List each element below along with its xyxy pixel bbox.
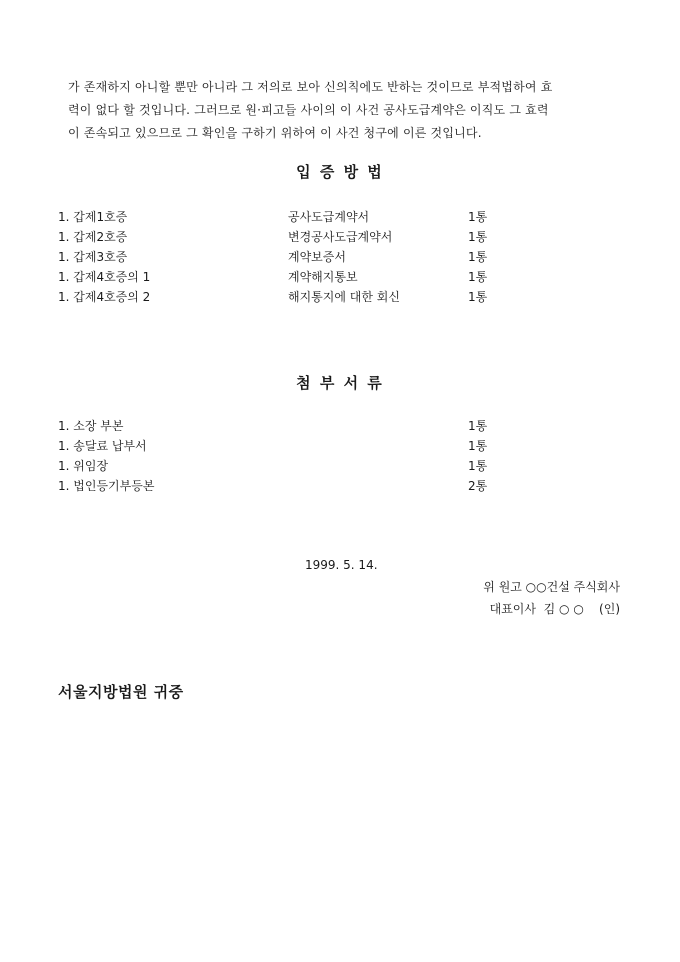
- evidence-count: 1통: [468, 250, 488, 264]
- evidence-name: 계약보증서: [288, 250, 346, 264]
- body-line: 력이 없다 할 것입니다. 그러므로 원·피고들 사이의 이 사건 공사도급계약은 이직도 그 효력: [68, 103, 549, 117]
- evidence-name: 계약해지통보: [288, 270, 358, 284]
- attachment-count: 1통: [468, 439, 488, 453]
- attachment-count: 1통: [468, 419, 488, 433]
- evidence-row: [58, 287, 578, 307]
- evidence-number: 1. 갑제3호증: [58, 250, 128, 264]
- attachment-row: [58, 436, 578, 456]
- attachment-name: 1. 법인등기부등본: [58, 479, 155, 493]
- court-addressee: 서울지방법원 귀중: [58, 683, 184, 701]
- evidence-number: 1. 갑제1호증: [58, 210, 128, 224]
- attachment-row: [58, 476, 578, 496]
- evidence-row: [58, 207, 578, 227]
- body-line: 이 존속되고 있으므로 그 확인을 구하기 위하여 이 사건 청구에 이른 것입니다.: [68, 126, 482, 140]
- evidence-count: 1통: [468, 230, 488, 244]
- evidence-name: 변경공사도급계약서: [288, 230, 393, 244]
- attachments-title: 첨 부 서 류: [296, 374, 384, 392]
- evidence-row: [58, 267, 578, 287]
- body-line: 가 존재하지 아니할 뿐만 아니라 그 저의로 보아 신의칙에도 반하는 것이므로 부적법하여 효: [68, 80, 553, 94]
- evidence-list: [58, 207, 578, 307]
- attachment-name: 1. 소장 부본: [58, 419, 124, 433]
- attachment-row: [58, 416, 578, 436]
- signature-representative: 대표이사 김 ○ ○ (인): [489, 602, 620, 616]
- attachments-list: [58, 416, 578, 496]
- attachment-name: 1. 위임장: [58, 459, 109, 473]
- attachment-name: 1. 송달료 납부서: [58, 439, 147, 453]
- evidence-number: 1. 갑제4호증의 1: [58, 270, 151, 284]
- evidence-count: 1통: [468, 270, 488, 284]
- evidence-count: 1통: [468, 210, 488, 224]
- attachment-row: [58, 456, 578, 476]
- document-date: 1999. 5. 14.: [305, 558, 378, 572]
- attachment-count: 2통: [468, 479, 488, 493]
- evidence-number: 1. 갑제4호증의 2: [58, 290, 151, 304]
- evidence-title: 입 증 방 법: [296, 163, 384, 181]
- signature-plaintiff: 위 원고 ○○건설 주식회사: [483, 580, 620, 594]
- body-paragraph: [68, 76, 634, 145]
- evidence-name: 공사도급계약서: [288, 210, 370, 224]
- evidence-row: [58, 227, 578, 247]
- attachment-count: 1통: [468, 459, 488, 473]
- evidence-name: 해지통지에 대한 회신: [288, 290, 400, 304]
- evidence-number: 1. 갑제2호증: [58, 230, 128, 244]
- evidence-count: 1통: [468, 290, 488, 304]
- evidence-row: [58, 247, 578, 267]
